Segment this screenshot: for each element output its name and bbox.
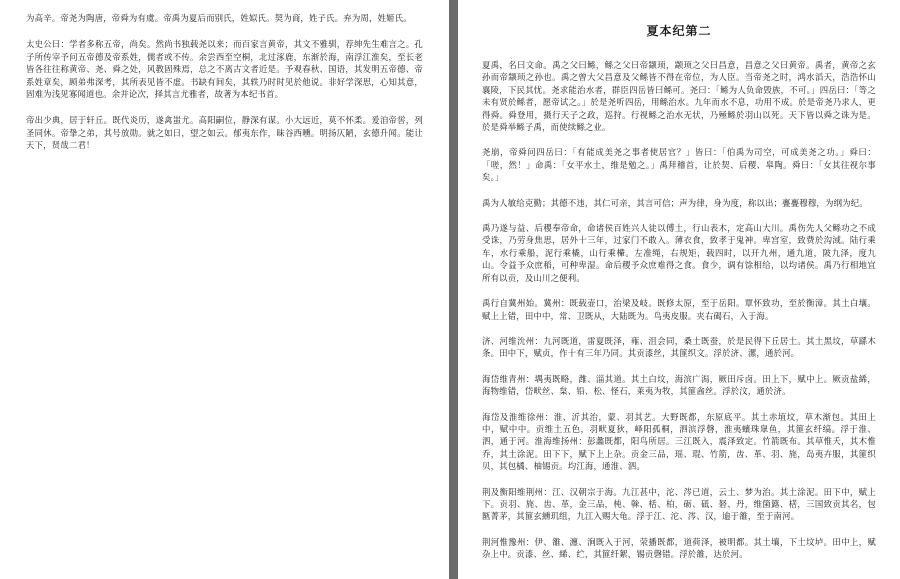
paragraph: 禹乃遂与益、后稷奉帝命，命诸侯百姓兴人徒以傅土，行山表木，定高山大川。禹伤先人父鲧功之不成受诛，乃劳身焦思，居外十三年，过家门不敢入。薄衣食，致孝于鬼神。卑宫室，致费於沟淢。陆行乘车，水行乘船，泥行乘橇，山行乘檋。左准绳，右规矩，载四时，以开九州，通九道，陂九泽，度九山。令益予众庶稻，可种卑湿。命后稷予众庶难得之食。食少，调有馀相给，以均诸侯。禹乃行相地宜所有以贡，及山川之便利。 <box>482 223 876 283</box>
paragraph: 帝出少典，居于轩丘。既代炎历，遂禽蚩尤。高阳嗣位，静深有谋。小大远近，莫不怀柔。爰洎帝喾，列圣同休。帝挚之弟，其号放勋。就之如日，望之如云。郁夷东作，昧谷西曛。明扬仄陋，玄德升闻。能让天下，贤哉二君！ <box>26 115 423 151</box>
page-right <box>458 0 900 579</box>
chapter-title: 夏本纪第二 <box>646 24 712 38</box>
paragraph: 尧崩，帝舜问四岳曰：「有能成美尧之事者使居官？」皆曰：「伯禹为司空，可成美尧之功。」舜曰：「嗟，然！」命禹：「女平水土，维是勉之。」禹拜稽首，让於契、后稷、皋陶。舜曰：「女其往视尔事矣。」 <box>482 147 876 183</box>
paragraph: 海岱及淮维徐州：淮、沂其治，蒙、羽其艺。大野既都，东原底平。其土赤埴坟，草木渐包。其田上中，赋中中。贡维土五色，羽畎夏狄，峄阳孤桐，泗滨浮磬，淮夷蠙珠臮鱼，其篚玄纤缟。浮于淮、泗，通于河。淮海维扬州：彭蠡既都，阳鸟所居。三江既入，震泽致定。竹箭既布。其草惟夭，其木惟乔，其土涂泥。田下下，赋下上上杂。贡金三品，瑶、琨、竹箭，齿、革、羽、旄，岛夷卉服，其篚织贝，其包橘、柚锡贡。均江海，通淮、泗。 <box>482 411 876 472</box>
paragraph: 海岱维青州：堣夷既略，潍、淄其道。其土白坟，海滨广潟，厥田斥卤。田上下，赋中上。厥贡盐絺，海物维错，岱畎丝、枲、铅、松、怪石，莱夷为牧，其篚酓丝。浮於汶，通於济。 <box>482 373 876 397</box>
paragraph: 济、河维沇州：九河既道，雷夏既泽，雍、沮会同，桑土既蚕，於是民得下丘居土。其土黑坟，草繇木条。田中下，赋贞，作十有三年乃同。其贡漆丝，其篚织文。浮於济、漯，通於河。 <box>482 335 876 359</box>
page-gutter <box>449 0 458 579</box>
paragraph: 荆河惟豫州：伊、雒、瀍、涧既入于河，荥播既都，道荷泽，被明都。其土壤，下土坟垆。田中上，赋杂上中。贡漆、丝、絺、纻，其篚纤絮，锡贡磬错。浮於雒，达於河。 <box>482 536 876 560</box>
paragraph: 夏禹，名曰文命。禹之父曰鲧，鲧之父曰帝颛顼，颛顼之父曰昌意，昌意之父曰黄帝。禹者，黄帝之玄孙而帝颛顼之孙也。禹之曾大父昌意及父鲧皆不得在帝位，为人臣。当帝尧之时，鸿水滔天，浩浩怀山襄陵，下民其忧。尧求能治水者，群臣四岳皆曰鲧可。尧曰：「鲧为人负命毁族，不可。」四岳曰：「等之未有贤於鲧者，愿帝试之。」於是尧听四岳，用鲧治水。九年而水不息，功用不成。於是帝尧乃求人，更得舜。舜登用，摄行天子之政，巡狩。行视鲧之治水无状，乃殛鲧於羽山以死。天下皆以舜之诛为是。於是舜举鲧子禹，而使续鲧之业。 <box>482 60 876 133</box>
paragraph: 禹为人敏给克勤；其德不违，其仁可亲，其言可信；声为律，身为度，称以出；亹亹穆穆，为纲为纪。 <box>482 197 868 208</box>
paragraph: 荆及衡阳维荆州：江、汉朝宗于海。九江甚中，沱、涔已道，云土、梦为治。其土涂泥。田下中，赋上下。贡羽、旄、齿、革，金三品，杶、榦、栝、柏，砺、砥、砮、丹，维箘簬、楛，三国致贡其名，包匦菁茅，其篚玄纁玑组，九江入赐大龟。浮于江、沱、涔、汉，逾于雒，至于南河。 <box>482 486 876 522</box>
paragraph: 太史公曰：学者多称五帝，尚矣。然尚书独载尧以来；而百家言黄帝，其文不雅驯，荐绅先生难言之。孔子所传宰予问五帝德及帝系姓，儒者或不传。余尝西至空桐，北过涿鹿，东渐於海，南浮江淮矣，至长老皆各往往称黄帝、尧、舜之处，风教固殊焉，总之不离古文者近是。予观春秋、国语，其发明五帝德、帝系姓章矣，顾弟弗深考，其所表见皆不虚。书缺有间矣，其轶乃时时见於他说。非好学深思，心知其意，固难为浅见寡闻道也。余并论次，择其言尤雅者，故著为本纪书首。 <box>26 39 423 100</box>
paragraph: 禹行自冀州始。冀州：既载壶口，治梁及岐。既修太原，至于岳阳。覃怀致功，至於衡漳。其土白壤。赋上上错，田中中，常、卫既从，大陆既为。鸟夷皮服。夹右碣石，入于海。 <box>482 298 876 321</box>
page-left <box>0 0 449 579</box>
paragraph: 为高辛。帝尧为陶唐，帝舜为有虞。帝禹为夏后而别氏，姓姒氏。契为商，姓子氏。弃为周，姓姬氏。 <box>26 13 412 23</box>
